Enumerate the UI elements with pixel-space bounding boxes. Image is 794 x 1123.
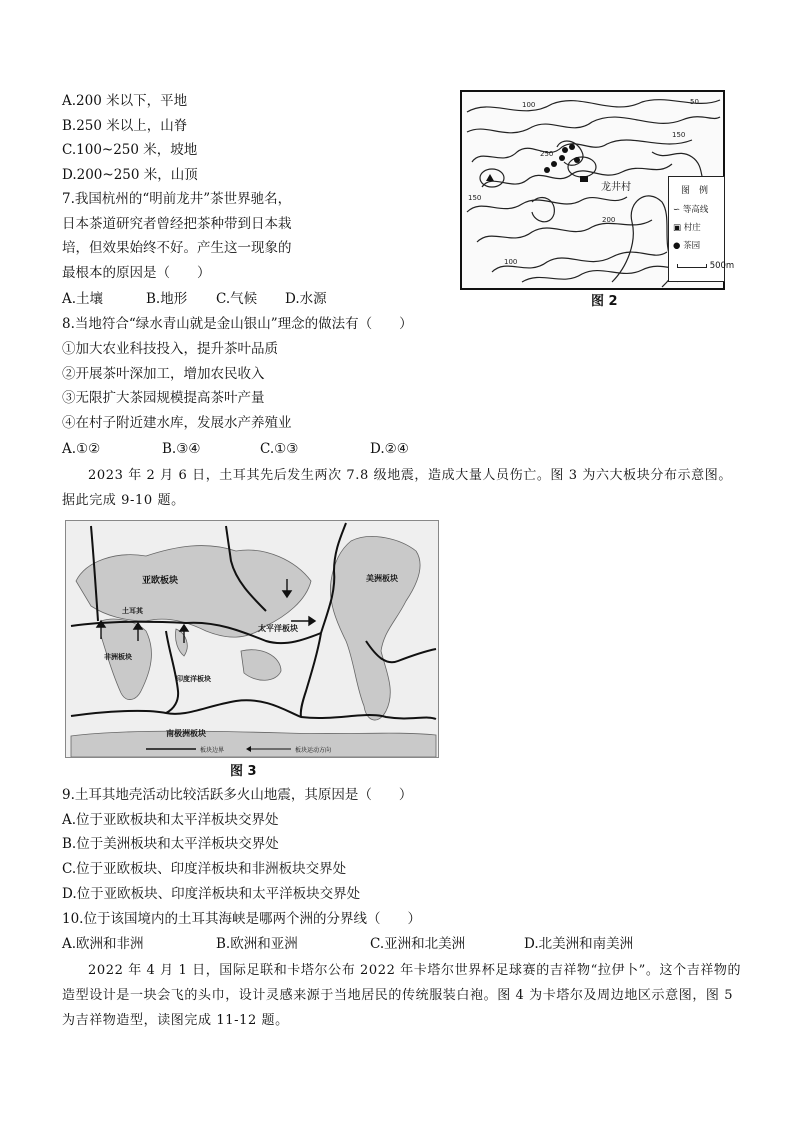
legend-item-tea-garden: ● 茶园 bbox=[673, 241, 701, 251]
contour-label: 100 bbox=[522, 101, 536, 109]
q9-option-d: D.位于亚欧板块、印度洋板块和太平洋板块交界处 bbox=[62, 886, 361, 902]
contour-label: 150 bbox=[672, 131, 686, 139]
q7-options bbox=[62, 290, 402, 308]
q8-option-c: C.①③ bbox=[260, 441, 299, 457]
figure-2-caption: 图 2 bbox=[591, 294, 618, 309]
q7-stem-line-4: 最根本的原因是（ ） bbox=[62, 265, 211, 281]
q6-option-d: D.200~250 米，山顶 bbox=[62, 167, 198, 183]
plate-label-pacific: 太平洋板块 bbox=[258, 624, 298, 633]
legend-title: 图 例 bbox=[681, 186, 709, 196]
plate-map-figure bbox=[65, 520, 439, 758]
q7-stem-line-1: 7.我国杭州的“明前龙井”茶世界驰名， bbox=[62, 191, 292, 207]
contour-label: 200 bbox=[602, 216, 616, 224]
contour-label: 100 bbox=[504, 258, 518, 266]
scale-bar bbox=[677, 261, 734, 271]
earthquake-passage: 2023 年 2 月 6 日，土耳其先后发生两次 7.8 级地震，造成大量人员伤亡。图 3 为六大板块分布示意图。据此完成 9-10 题。 bbox=[62, 468, 732, 508]
plate-label-african: 非洲板块 bbox=[104, 653, 132, 661]
contour-label: 150 bbox=[468, 194, 482, 202]
q8-option-a: A.①② bbox=[62, 441, 101, 457]
legend-item-contour: ∽ 等高线 bbox=[673, 205, 709, 215]
q7-option-c: C.气候 bbox=[216, 291, 258, 307]
world-cup-passage: 2022 年 4 月 1 日，国际足联和卡塔尔公布 2022 年卡塔尔世界杯足球赛的吉祥物“拉伊卜”。这个吉祥物的造型设计是一块会飞的头巾，设计灵感来源于当地居民的传统服装白袍。图 4 为卡塔尔及周边地区示意图，图 5 为吉祥物造型，读图完成 11-12 题。 bbox=[62, 963, 742, 1028]
q8-option-b: B.③④ bbox=[162, 441, 201, 457]
q8-item-1: ①加大农业科技投入，提升茶叶品质 bbox=[62, 341, 278, 357]
contour-label: 250 bbox=[540, 150, 554, 158]
q6-option-b: B.250 米以上，山脊 bbox=[62, 118, 188, 134]
village-label: 龙井村 bbox=[601, 178, 631, 193]
q7-stem-line-3: 培，但效果始终不好。产生这一现象的 bbox=[62, 240, 292, 256]
q8-stem: 8.当地符合“绿水青山就是金山银山”理念的做法有（ ） bbox=[62, 316, 413, 332]
contour-icon: ∽ bbox=[673, 205, 681, 215]
q10-option-c: C.亚洲和北美洲 bbox=[370, 936, 466, 952]
map-legend bbox=[668, 176, 735, 282]
q9-option-b: B.位于美洲板块和太平洋板块交界处 bbox=[62, 836, 279, 852]
q8-item-2: ②开展茶叶深加工，增加农民收入 bbox=[62, 366, 265, 382]
q9-stem: 9.土耳其地壳活动比较活跃多火山地震，其原因是（ ） bbox=[62, 787, 413, 803]
contour-label: 50 bbox=[690, 98, 699, 106]
plate-map bbox=[66, 521, 438, 757]
village-icon: ▣ bbox=[673, 223, 682, 233]
q6-option-c: C.100~250 米，坡地 bbox=[62, 142, 198, 158]
q7-option-d: D.水源 bbox=[285, 291, 327, 307]
q10-option-b: B.欧洲和亚洲 bbox=[216, 936, 298, 952]
legend-motion-label: 板块运动方向 bbox=[295, 747, 332, 754]
tea-garden-icon: ● bbox=[673, 241, 681, 251]
q9-option-c: C.位于亚欧板块、印度洋板块和非洲板块交界处 bbox=[62, 861, 347, 877]
scale-label: 500m bbox=[709, 261, 735, 271]
legend-boundary-label: 板块边界 bbox=[200, 747, 225, 754]
q6-option-a: A.200 米以下，平地 bbox=[62, 93, 188, 109]
q8-item-4: ④在村子附近建水库，发展水产养殖业 bbox=[62, 415, 292, 431]
q10-options bbox=[62, 935, 702, 953]
plate-label-american: 美洲板块 bbox=[366, 574, 398, 583]
q8-option-d: D.②④ bbox=[370, 441, 409, 457]
plate-label-indian: 印度洋板块 bbox=[176, 675, 211, 683]
q9-option-a: A.位于亚欧板块和太平洋板块交界处 bbox=[62, 812, 279, 828]
q10-option-d: D.北美洲和南美洲 bbox=[524, 936, 634, 952]
turkey-label: 土耳其 bbox=[122, 607, 143, 615]
q7-option-b: B.地形 bbox=[146, 291, 188, 307]
q7-stem-line-2: 日本茶道研究者曾经把茶种带到日本栽 bbox=[62, 216, 292, 232]
q7-option-a: A.土壤 bbox=[62, 291, 104, 307]
plate-label-antarctic: 南极洲板块 bbox=[166, 729, 206, 738]
figure-3-caption: 图 3 bbox=[230, 764, 257, 779]
q8-item-3: ③无限扩大茶园规模提高茶叶产量 bbox=[62, 390, 265, 406]
plate-label-eurasian: 亚欧板块 bbox=[142, 576, 179, 586]
q10-stem: 10.位于该国境内的土耳其海峡是哪两个洲的分界线（ ） bbox=[62, 911, 421, 927]
q8-options bbox=[62, 440, 442, 458]
legend-item-village: ▣ 村庄 bbox=[673, 223, 701, 233]
q10-option-a: A.欧洲和非洲 bbox=[62, 936, 144, 952]
